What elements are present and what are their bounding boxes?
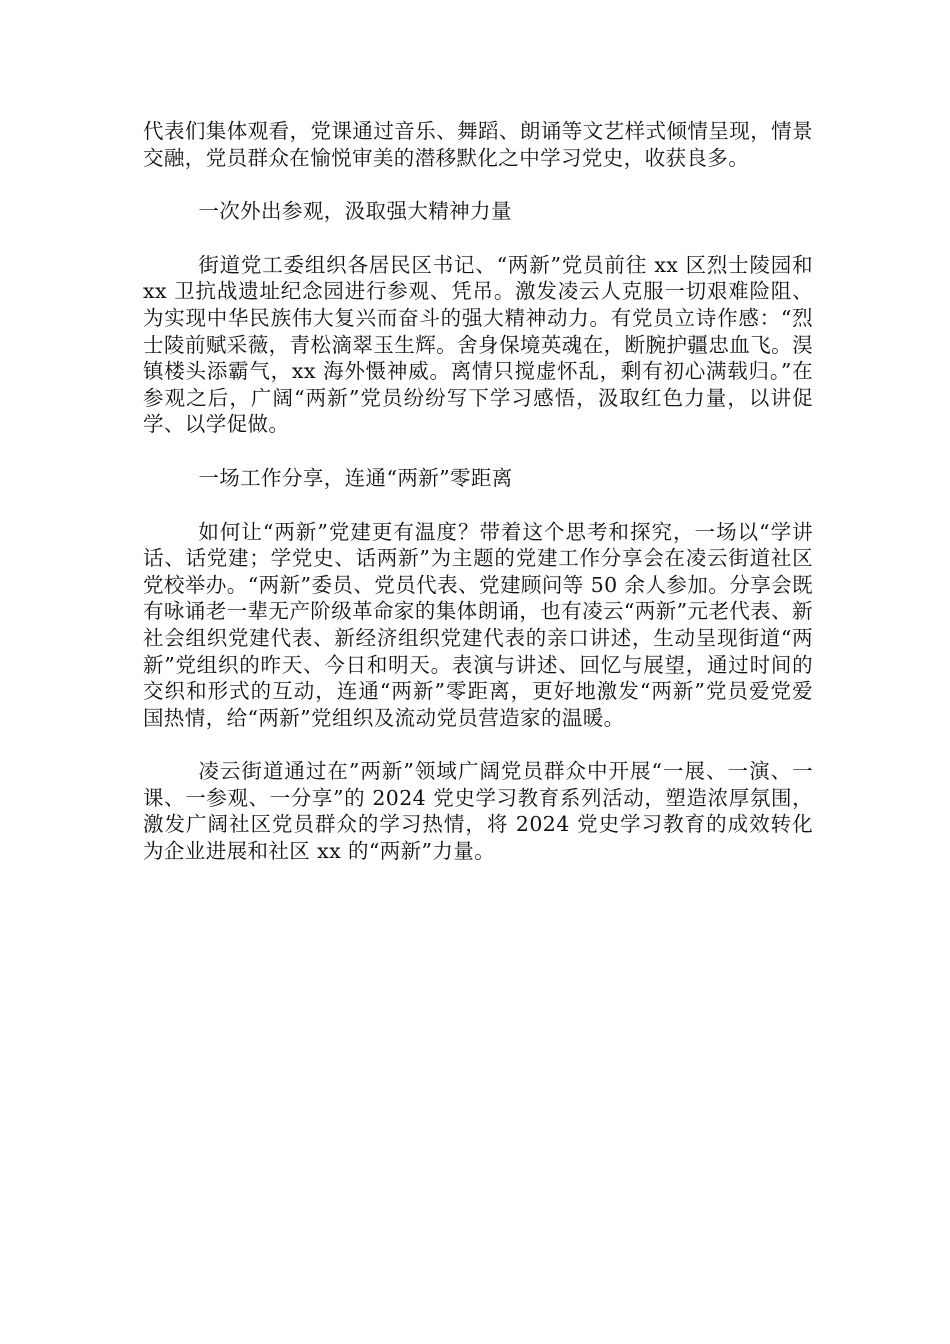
paragraph-visit: 街道党工委组织各居民区书记、“两新”党员前往 xx 区烈士陵园和 xx 卫抗战遗址纪念园进行参观、凭吊。激发凌云人克服一切艰难险阻、为实现中华民族伟大复兴而奋斗的强大精神动力。有党员立诗作感：“烈士陵前赋采薇，青松滴翠玉生辉。舍身保境英魂在，断腕护疆忠血飞。淏镇楼头添霸气，xx 海外慑神威。离情只搅虚怀乱，剩有初心满载归。”在参观之后，广阔“两新”党员纷纷写下学习感悟，汲取红色力量，以讲促学、以学促做。 xyxy=(143,252,813,437)
paragraph-sharing: 如何让“两新”党建更有温度？带着这个思考和探究，一场以“学讲话、话党建；学党史、话两新”为主题的党建工作分享会在凌云街道社区党校举办。“两新”委员、党员代表、党建顾问等 50 余人参加。分享会既有咏诵老一辈无产阶级革命家的集体朗诵，也有凌云“两新”元老代表、新社会组织党建代表、新经济组织党建代表的亲口讲述，生动呈现街道“两新”党组织的昨天、今日和明天。表演与讲述、回忆与展望，通过时间的交织和形式的互动，连通“两新”零距离，更好地激发“两新”党员爱党爱国热情，给“两新”党组织及流动党员营造家的温暖。 xyxy=(143,519,813,730)
paragraph-1: 代表们集体观看，党课通过音乐、舞蹈、朗诵等文艺样式倾情呈现，情景交融，党员群众在愉悦审美的潜移默化之中学习党史，收获良多。 xyxy=(143,119,813,170)
document-body xyxy=(143,118,813,892)
section-heading-sharing: 一场工作分享，连通“两新”零距离 xyxy=(198,465,513,490)
paragraph-summary: 凌云街道通过在”两新”领域广阔党员群众中开展“一展、一演、一课、一参观、一分享”的 2024 党史学习教育系列活动，塑造浓厚氛围，激发广阔社区党员群众的学习热情，将 2024 党史学习教育的成效转化为企业进展和社区 xx 的“两新”力量。 xyxy=(143,759,813,864)
section-heading-visit: 一次外出参观，汲取强大精神力量 xyxy=(198,199,512,224)
